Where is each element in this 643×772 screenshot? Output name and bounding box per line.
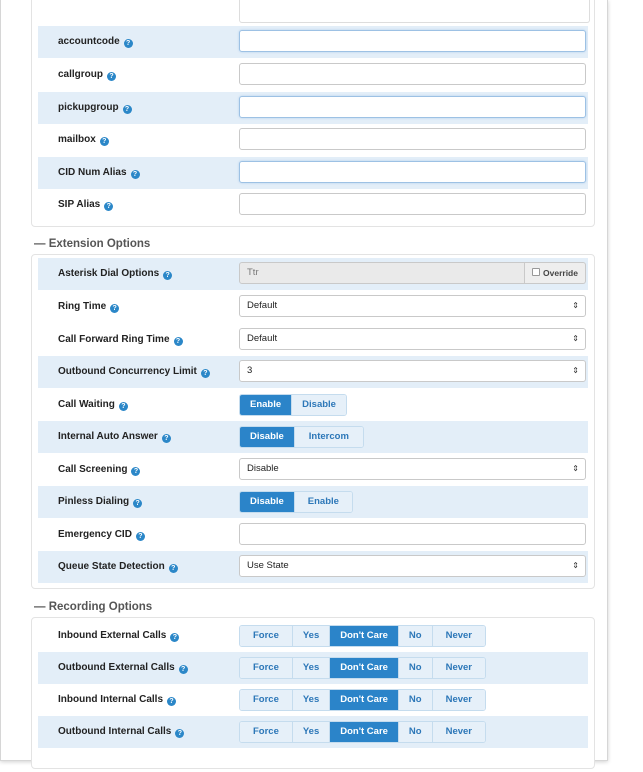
recording-toggle <box>239 721 486 743</box>
help-icon[interactable]: ? <box>110 304 119 313</box>
auto-answer-disable-button[interactable]: Disable <box>240 427 295 447</box>
emergency-cid-input[interactable] <box>239 523 586 545</box>
row-asterisk-dial-options <box>38 258 588 290</box>
label-cid-num-alias: CID Num Alias ? <box>58 157 140 189</box>
label-accountcode: accountcode ? <box>58 26 133 58</box>
label-inbound-external-calls: Inbound External Calls ? <box>58 620 179 652</box>
pinless-disable-button[interactable]: Disable <box>240 492 295 512</box>
help-icon[interactable]: ? <box>119 402 128 411</box>
extension-options-header[interactable]: — Extension Options <box>34 238 151 250</box>
dont-care-button[interactable]: Don't Care <box>330 658 399 678</box>
help-icon[interactable]: ? <box>163 271 172 280</box>
ring-time-select[interactable]: Default ⇕ <box>239 295 586 317</box>
force-button[interactable]: Force <box>240 690 293 710</box>
cid-num-alias-input[interactable] <box>239 161 586 183</box>
row-ring-time <box>38 291 588 323</box>
call-forward-ring-time-select[interactable]: Default ⇕ <box>239 328 586 350</box>
row-call-forward-ring-time <box>38 324 588 356</box>
call-waiting-enable-button[interactable]: Enable <box>240 395 292 415</box>
asterisk-dial-options-input: Ttr <box>239 262 525 284</box>
help-icon[interactable]: ? <box>131 170 140 179</box>
label-pickupgroup: pickupgroup ? <box>58 92 132 124</box>
never-button[interactable]: Never <box>433 722 485 742</box>
help-icon[interactable]: ? <box>162 434 171 443</box>
mailbox-input[interactable] <box>239 128 586 150</box>
help-icon[interactable]: ? <box>175 729 184 738</box>
call-screening-select[interactable]: Disable ⇕ <box>239 458 586 480</box>
yes-button[interactable]: Yes <box>293 722 330 742</box>
label-asterisk-dial-options: Asterisk Dial Options ? <box>58 258 172 290</box>
recording-toggle <box>239 625 486 647</box>
row-call-waiting <box>38 389 588 421</box>
accountcode-input[interactable] <box>239 30 586 52</box>
row-inbound-internal-calls <box>38 684 588 716</box>
auto-answer-intercom-button[interactable]: Intercom <box>295 427 363 447</box>
label-outbound-external-calls: Outbound External Calls ? <box>58 652 188 684</box>
label-inbound-internal-calls: Inbound Internal Calls ? <box>58 684 176 716</box>
updown-arrows-icon: ⇕ <box>572 301 579 310</box>
collapse-icon: — <box>34 238 46 250</box>
yes-button[interactable]: Yes <box>293 690 330 710</box>
label-pinless-dialing: Pinless Dialing ? <box>58 486 142 518</box>
no-button[interactable]: No <box>399 690 433 710</box>
dont-care-button[interactable]: Don't Care <box>330 626 399 646</box>
help-icon[interactable]: ? <box>100 137 109 146</box>
row-queue-state-detection <box>38 551 588 583</box>
label-callgroup: callgroup ? <box>58 59 116 91</box>
updown-arrows-icon: ⇕ <box>572 334 579 343</box>
updown-arrows-icon: ⇕ <box>572 561 579 570</box>
help-icon[interactable]: ? <box>169 564 178 573</box>
pickupgroup-input[interactable] <box>239 96 586 118</box>
force-button[interactable]: Force <box>240 626 293 646</box>
label-queue-state-detection: Queue State Detection ? <box>58 551 178 583</box>
recording-toggle <box>239 689 486 711</box>
label-outbound-internal-calls: Outbound Internal Calls ? <box>58 716 184 748</box>
force-button[interactable]: Force <box>240 658 293 678</box>
label-call-waiting: Call Waiting ? <box>58 389 128 421</box>
updown-arrows-icon: ⇕ <box>572 366 579 375</box>
label-call-forward-ring-time: Call Forward Ring Time ? <box>58 324 183 356</box>
sip-alias-input[interactable] <box>239 193 586 215</box>
call-waiting-toggle <box>239 394 347 416</box>
label-ring-time: Ring Time ? <box>58 291 119 323</box>
help-icon[interactable]: ? <box>201 369 210 378</box>
no-button[interactable]: No <box>399 722 433 742</box>
force-button[interactable]: Force <box>240 722 293 742</box>
never-button[interactable]: Never <box>433 658 485 678</box>
row-cid-num-alias <box>38 157 588 189</box>
help-icon[interactable]: ? <box>167 697 176 706</box>
no-button[interactable]: No <box>399 658 433 678</box>
help-icon[interactable]: ? <box>107 72 116 81</box>
row-call-screening <box>38 454 588 486</box>
checkbox-icon[interactable] <box>532 268 540 276</box>
internal-auto-answer-toggle <box>239 426 364 448</box>
label-call-screening: Call Screening ? <box>58 454 140 486</box>
recording-options-header[interactable]: — Recording Options <box>34 601 153 613</box>
help-icon[interactable]: ? <box>123 105 132 114</box>
help-icon[interactable]: ? <box>124 39 133 48</box>
never-button[interactable]: Never <box>433 626 485 646</box>
label-sip-alias: SIP Alias ? <box>58 189 113 221</box>
no-button[interactable]: No <box>399 626 433 646</box>
recording-toggle <box>239 657 486 679</box>
row-inbound-external-calls <box>38 620 588 652</box>
previous-input-edge <box>239 0 590 23</box>
row-sip-alias <box>38 189 588 221</box>
dont-care-button[interactable]: Don't Care <box>330 722 399 742</box>
row-outbound-internal-calls <box>38 716 588 748</box>
row-pinless-dialing <box>38 486 588 518</box>
label-internal-auto-answer: Internal Auto Answer ? <box>58 421 171 453</box>
label-emergency-cid: Emergency CID ? <box>58 519 145 551</box>
pinless-enable-button[interactable]: Enable <box>295 492 352 512</box>
yes-button[interactable]: Yes <box>293 658 330 678</box>
call-waiting-disable-button[interactable]: Disable <box>292 395 346 415</box>
help-icon[interactable]: ? <box>136 532 145 541</box>
callgroup-input[interactable] <box>239 63 586 85</box>
never-button[interactable]: Never <box>433 690 485 710</box>
row-outbound-concurrency-limit <box>38 356 588 388</box>
row-emergency-cid <box>38 519 588 551</box>
label-outbound-concurrency-limit: Outbound Concurrency Limit ? <box>58 356 210 388</box>
label-mailbox: mailbox ? <box>58 124 109 156</box>
row-accountcode <box>38 26 588 58</box>
row-callgroup <box>38 59 588 91</box>
row-internal-auto-answer <box>38 421 588 453</box>
override-toggle[interactable]: Override <box>525 262 586 284</box>
help-icon[interactable]: ? <box>131 467 140 476</box>
queue-state-detection-select[interactable]: Use State ⇕ <box>239 555 586 577</box>
collapse-icon: — <box>34 601 46 613</box>
row-mailbox <box>38 124 588 156</box>
help-icon[interactable]: ? <box>133 499 142 508</box>
row-pickupgroup <box>38 92 588 124</box>
pinless-dialing-toggle <box>239 491 353 513</box>
help-icon[interactable]: ? <box>179 665 188 674</box>
updown-arrows-icon: ⇕ <box>572 464 579 473</box>
row-outbound-external-calls <box>38 652 588 684</box>
dont-care-button[interactable]: Don't Care <box>330 690 399 710</box>
help-icon[interactable]: ? <box>170 633 179 642</box>
yes-button[interactable]: Yes <box>293 626 330 646</box>
outbound-concurrency-limit-select[interactable]: 3 ⇕ <box>239 360 586 382</box>
help-icon[interactable]: ? <box>174 337 183 346</box>
help-icon[interactable]: ? <box>104 202 113 211</box>
